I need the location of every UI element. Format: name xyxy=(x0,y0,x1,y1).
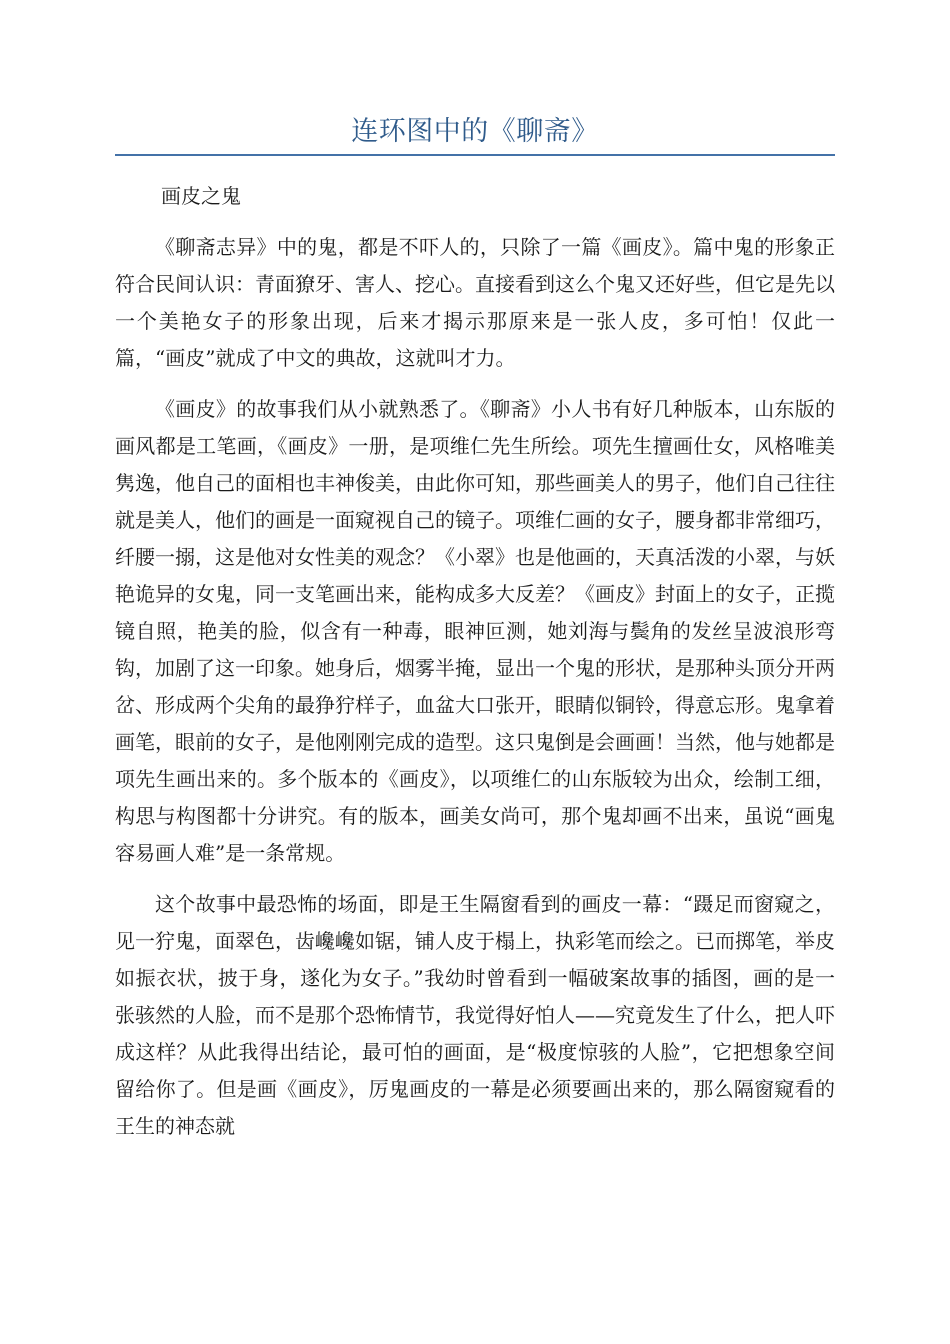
document-title: 连环图中的《聊斋》 xyxy=(351,116,599,147)
paragraph: 这个故事中最恐怖的场面，即是王生隔窗看到的画皮一幕：“蹑足而窗窥之，见一狞鬼，面翠色，齿巉巉如锯，铺人皮于榻上，执彩笔而绘之。已而掷笔，举皮如振衣状，披于身，遂化为女子。”我幼时曾看到一幅破案故事的插图，画的是一张骇然的人脸，而不是那个恐怖情节，我觉得好怕人——究竟发生了什么，把人吓成这样？从此我得出结论，最可怕的画面，是“极度惊骇的人脸”，它把想象空间留给你了。但是画《画皮》，厉鬼画皮的一幕是必须要画出来的，那么隔窗窥看的王生的神态就 xyxy=(115,892,835,1138)
paragraph: 《画皮》的故事我们从小就熟悉了。《聊斋》小人书有好几种版本，山东版的画风都是工笔画，《画皮》一册，是项维仁先生所绘。项先生擅画仕女，风格唯美隽逸，他自己的面相也丰神俊美，由此你可知，那些画美人的男子，他们自己往往就是美人，他们的画是一面窥视自己的镜子。项维仁画的女子，腰身都非常细巧，纤腰一搦，这是他对女性美的观念？《小翠》也是他画的，天真活泼的小翠，与妖艳诡异的女鬼，同一支笔画出来，能构成多大反差？《画皮》封面上的女子，正揽镜自照，艳美的脸，似含有一种毒，眼神叵测，她刘海与鬓角的发丝呈波浪形弯钩，加剧了这一印象。她身后，烟雾半掩，显出一个鬼的形状，是那种头顶分开两岔、形成两个尖角的最狰狞样子，血盆大口张开，眼睛似铜铃，得意忘形。鬼拿着画笔，眼前的女子，是他刚刚完成的造型。这只鬼倒是会画画！当然，他与她都是项先生画出来的。多个版本的《画皮》，以项维仁的山东版较为出众，绘制工细，构思与构图都十分讲究。有的版本，画美女尚可，那个鬼却画不出来，虽说“画鬼容易画人难”是一条常规。 xyxy=(115,397,835,865)
title-underline xyxy=(115,154,835,156)
paragraph: 《聊斋志异》中的鬼，都是不吓人的，只除了一篇《画皮》。篇中鬼的形象正符合民间认识：青面獠牙、害人、挖心。直接看到这么个鬼又还好些，但它是先以一个美艳女子的形象出现，后来才揭示那原来是一张人皮，多可怕！仅此一篇，“画皮”就成了中文的典故，这就叫才力。 xyxy=(115,235,835,370)
section-subheading: 画皮之鬼 xyxy=(161,184,241,208)
body-text xyxy=(115,229,835,1159)
